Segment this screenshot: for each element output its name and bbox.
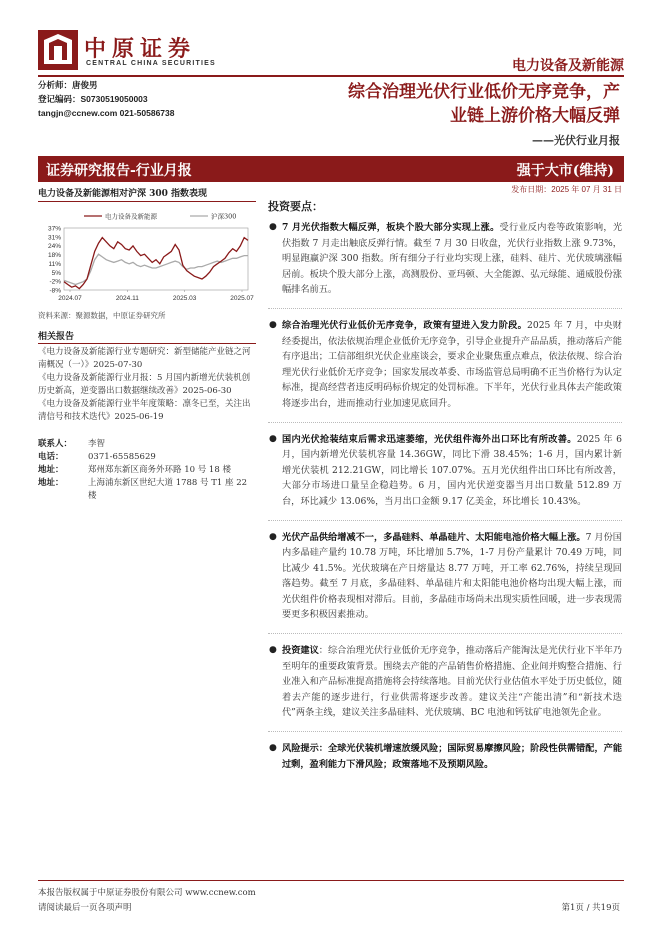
logo-mark-icon [38,30,78,70]
contact-info [38,438,256,503]
y-tick-label: 18% [47,252,61,260]
point-lead: 风险提示： [282,743,328,755]
sector-title: 电力设备及新能源 [512,58,624,74]
report-title-line2: 业链上游价格大幅反弹 [450,106,620,126]
bullet-icon: ● [269,222,277,232]
series-line [64,238,248,289]
report-subtitle: ——光伏行业月报 [532,134,620,147]
related-reports-list [38,346,256,424]
investment-point [268,530,622,624]
main-column [268,198,622,782]
related-reports-heading: 相关报告 [38,329,256,344]
contact-row [38,438,256,451]
point-lead: 综合治理光伏行业低价无序竞争，政策有望进入发力阶段。 [282,319,527,331]
point-body: ：综合治理光伏行业低价无序竞争，推动落后产能淘汰是光伏行业下半年乃至明年的重要政策背景。围绕去产能的产品销售价格措施、企业间并购整合措施、行业准入和产品标准提高措施将会持续落地。目前光伏行业估值水平处于历史低位，随着去产能的逐步进行，行业供需将逐步改善。建议关注“产能出清”和“新技术迭代”两条主线，建议关注多晶硅料、光伏玻璃、BC 电池和钙钛矿电池领先企业。 [282,645,623,719]
contact-row [38,451,256,464]
y-tick-label: 24% [47,243,61,251]
x-tick-label: 2024.11 [115,295,139,302]
bullet-icon: ● [269,531,277,542]
point-body: 2025 年 7 月，中央财经委提出，依法依规治理企业低价无序竞争，引导企业提升产品品质，推动落后产能有序退出；工信部组织光伏企业座谈会，要求企业聚焦重点难点，依法依规、综合治理光伏行业低价无序竞争；国家发展改革委、市场监管总局明确不正当价格行为认定标准，提高经营者违反明码标价规定的处罚标准。下半年，光伏行业具体去产能政策将逐步出台，进而推动行业加速见底回升。 [282,319,622,409]
analyst-name-label: 分析师： [38,81,73,91]
bullet-icon: ● [269,645,277,656]
contact-value: 0371-65585629 [88,452,156,462]
investment-point [268,318,622,412]
related-report-item[interactable]: 《电力设备及新能源行业月报：5 月国内新增光伏装机创历史新高，逆变器出口数据继续改善》2025-06-30 [38,373,251,396]
analyst-info [38,80,238,120]
footer-copyright: 本报告版权属于中原证券股份有限公司 www.ccnew.com [38,888,256,898]
investment-point [268,643,622,721]
point-lead: 国内光伏抢装结束后需求迅速萎缩，光伏组件海外出口环比有所改善。 [282,433,577,445]
analyst-code-label: 登记编码： [38,95,81,105]
bullet-icon: ● [269,433,277,444]
report-type: 证券研究报告-行业月报 [46,163,192,179]
y-tick-label: 11% [48,260,61,268]
contact-row [38,477,256,503]
point-lead: 投资建议 [282,645,319,657]
bullet-icon: ● [269,743,277,754]
contact-label: 地址： [38,478,64,488]
x-tick-label: 2024.07 [58,295,82,302]
point-body: 7 月份国内多晶硅产量约 10.78 万吨，环比增加 5.7%，1-7 月份产量累计 70.49 万吨，同比减少 41.5%。光伏玻璃在产日熔量达 8.77 万吨，开工率 62.76%，持续呈现回落趋势。截至 7 月底，多晶硅料、单晶硅片和太阳能电池价格均出现大幅上涨，而光伏组件价格表现相对滞后。目前，多晶硅市场尚未出现实质性回暖，进一步表现需要更多积极因素推动。 [282,531,622,621]
y-tick-label: 5% [51,269,61,277]
legend-label: 沪深300 [211,212,237,221]
company-logo [38,30,238,76]
point-divider [268,422,622,423]
point-body: 受行业反内卷等政策影响，光伏指数 7 月走出触底反弹行情。截至 7 月 30 日收盘，光伏行业指数上涨 9.73%，明显跑赢沪深 300 指数。所有细分子行业均实现上涨，硅料、硅片、光伏玻璃涨幅居前。板块个股大部分上涨，高测股份、亚玛顿、大全能源、弘元绿能、通威股份涨幅排名前五。 [282,222,623,296]
point-body: 全球光伏装机增速放缓风险；国际贸易摩擦风险；阶段性供需错配，产能过剩，盈利能力下滑风险；政策落地不及预期风险。 [282,743,623,770]
point-divider [268,520,622,521]
investment-point [268,432,622,510]
logo-text-cn: 中原证券 [84,36,197,62]
legend-label: 电力设备及新能源 [105,212,157,221]
contact-value: 上海浦东新区世纪大道 1788 号 T1 座 22 楼 [88,478,248,501]
chart-source: 资料来源：聚源数据，中原证券研究所 [38,311,166,320]
contact-label: 联系人： [38,439,73,449]
report-banner [38,156,624,182]
series-line [64,254,248,284]
y-tick-label: 37% [47,225,61,233]
point-divider [268,633,622,634]
contact-label: 电话： [38,452,64,462]
bullet-icon: ● [269,319,277,330]
contact-row [38,464,256,477]
point-body: 2025 年 6 月，国内新增光伏装机容量 14.36GW，同比下滑 38.45%；1-6 月，国内累计新增光伏装机 212.21GW，同比增长 107.07%。五月光伏组件出口环比有所改善，大部分市场进口量呈企稳趋势。6 月，国内光伏逆变器当月出口数量 512.89 万台，环比减少 13.06%，当月出口金额 9.17 亿美金，环比增长 10.43%。 [282,433,623,507]
report-title [250,80,620,128]
footer-rule [38,880,624,881]
analyst-code-row [38,93,238,107]
contact-value: 李智 [88,439,106,449]
chart-svg [38,206,256,306]
related-report-item[interactable]: 《电力设备及新能源行业半年度策略：凛冬已至，关注出清信号和技术迭代》2025-06-19 [38,399,251,422]
related-report-item[interactable]: 《电力设备及新能源行业专题研究：新型储能产业链之河南概况（一）》2025-07-30 [38,347,251,370]
x-tick-label: 2025.07 [230,295,254,302]
analyst-code: S0730519050003 [80,94,148,104]
rating: 强于大市(维持) [516,163,614,179]
footer-disclaimer: 请阅读最后一页各项声明 [38,903,132,913]
chart-title: 电力设备及新能源相对沪深 300 指数表现 [38,186,256,202]
performance-chart [38,206,256,306]
y-tick-label: -8% [49,287,61,295]
investment-point [268,741,622,772]
point-lead: 7 月光伏指数大幅反弹，板块个股大部分实现上涨。 [282,222,500,233]
logo-text-en: CENTRAL CHINA SECURITIES [86,60,216,67]
analyst-name-row [38,80,238,93]
y-tick-label: 31% [47,234,61,242]
report-title-line1: 综合治理光伏行业低价无序竞争，产 [348,82,620,102]
analyst-email[interactable]: tangjn@ccnew.com 021-50586738 [38,108,175,118]
publish-date: 发布日期：2025 年 07 月 31 日 [511,185,622,194]
investment-points [268,220,622,772]
point-divider [268,731,622,732]
left-column [38,186,256,503]
point-lead: 光伏产品供给增减不一，多晶硅料、单晶硅片、太阳能电池价格大幅上涨。 [282,531,586,543]
contact-value: 郑州郑东新区商务外环路 10 号 18 楼 [88,465,231,475]
page-number: 第1页 / 共19页 [561,903,620,913]
investment-highlights-heading: 投资要点： [268,200,323,213]
investment-point [268,220,622,298]
analyst-name: 唐俊男 [72,81,98,91]
y-tick-label: -2% [49,278,61,286]
header-rule [38,75,624,77]
x-tick-label: 2025.03 [172,295,197,302]
contact-label: 地址： [38,465,64,475]
point-divider [268,308,622,309]
